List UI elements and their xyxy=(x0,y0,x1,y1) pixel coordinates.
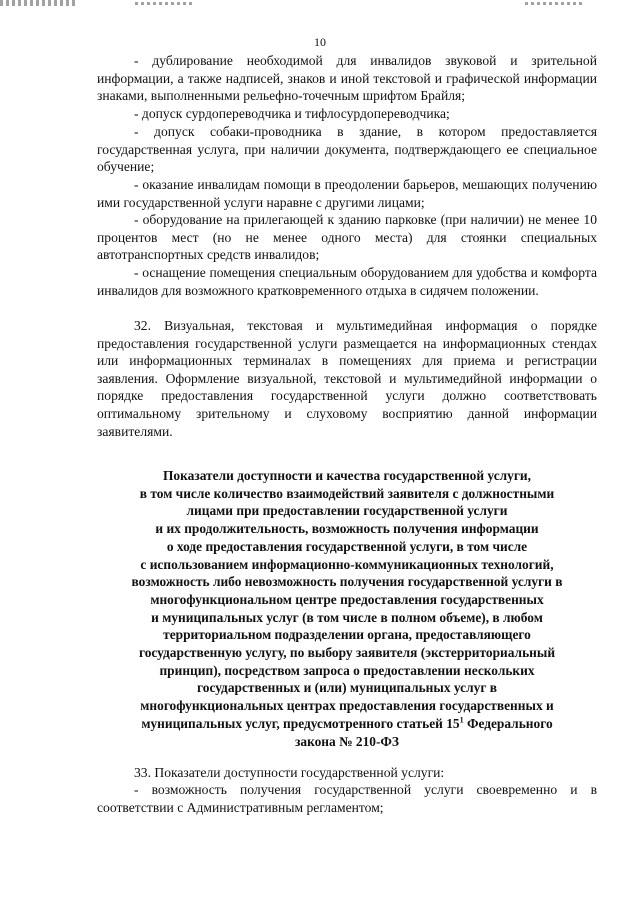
scan-artifact-center xyxy=(135,2,195,5)
heading-line: принцип), посредством запроса о предоставлении нескольких xyxy=(159,662,535,678)
bullet-parking: - оборудование на прилегающей к зданию парковке (при наличии) не менее 10 процентов мест (но не менее одного места) для стоянки специальных автотранспортных средств инвалидов; xyxy=(97,212,597,263)
scan-artifact-right xyxy=(525,2,585,5)
paragraph-32: 32. Визуальная, текстовая и мультимедийная информация о порядке предоставления государственной услуги размещается на информационных стендах или информационных терминалах в помещениях для приема и регистрации заявления. Оформление визуальной, текстовой и мультимедийной информации о порядке предоставления государственной услуги должно соответствовать оптимальному зрительному и слуховому восприятию данной информации заявителями. xyxy=(97,318,597,439)
heading-text: Федерального xyxy=(463,715,553,731)
heading-line: лицами при предоставлении государственной услуги xyxy=(186,503,508,519)
bullet-rest-equipment: - оснащение помещения специальным оборудованием для удобства и комфорта инвалидов для возможного кратковременного отдыха в сидячем положении. xyxy=(97,265,597,298)
heading-line: государственную услугу, по выбору заявителя (экстерриториальный xyxy=(138,645,556,661)
heading-text: муниципальных услуг, предусмотренного статьей 15 xyxy=(141,715,460,731)
section-heading xyxy=(97,467,597,750)
heading-line: Показатели доступности и качества государственной услуги, xyxy=(163,468,531,483)
superscript: 1 xyxy=(459,715,464,725)
heading-line: в том числе количество взаимодействий заявителя с должностными xyxy=(139,485,555,501)
page-number: 10 xyxy=(314,35,326,49)
heading-line: о ходе предоставления государственной услуги, в том числе xyxy=(166,538,528,554)
bullet-timely-service: - возможность получения государственной услуги своевременно и в соответствии с Административным регламентом; xyxy=(97,782,597,815)
heading-line: возможность либо невозможность получения государственной услуги в xyxy=(131,574,563,590)
heading-line: государственных и (или) муниципальных услуг в xyxy=(197,680,497,696)
bullet-guide-dog: - допуск собаки-проводника в здание, в котором предоставляется государственная услуга, при наличии документа, подтверждающего ее специальное обучение; xyxy=(97,124,597,175)
heading-line: и муниципальных услуг (в том числе в полном объеме), в любом xyxy=(151,609,543,625)
paragraph-33: 33. Показатели доступности государственной услуги: xyxy=(134,765,445,780)
heading-line-law: закона № 210-ФЗ xyxy=(295,733,399,749)
heading-line: многофункциональных центрах предоставления государственных и xyxy=(140,698,554,714)
bullet-sign-interpreter: - допуск сурдопереводчика и тифлосурдопереводчика; xyxy=(134,106,450,121)
heading-line: с использованием информационно-коммуникационных технологий, xyxy=(140,556,554,572)
scan-artifact-left xyxy=(0,0,75,6)
bullet-braille: - дублирование необходимой для инвалидов звуковой и зрительной информации, а также надписей, знаков и иной текстовой и графической информации знаками, выполненными рельефно-точечным шрифтом Брайля; xyxy=(97,53,597,104)
heading-line: многофункциональном центре предоставления государственных xyxy=(150,591,544,607)
bullet-barrier-assistance: - оказание инвалидам помощи в преодолении барьеров, мешающих получению ими государственной услуги наравне с другими лицами; xyxy=(97,177,597,210)
heading-line-article xyxy=(97,715,597,733)
heading-line: территориальном подразделении органа, предоставляющего xyxy=(163,627,531,643)
heading-line: и их продолжительность, возможность получения информации xyxy=(155,521,539,537)
